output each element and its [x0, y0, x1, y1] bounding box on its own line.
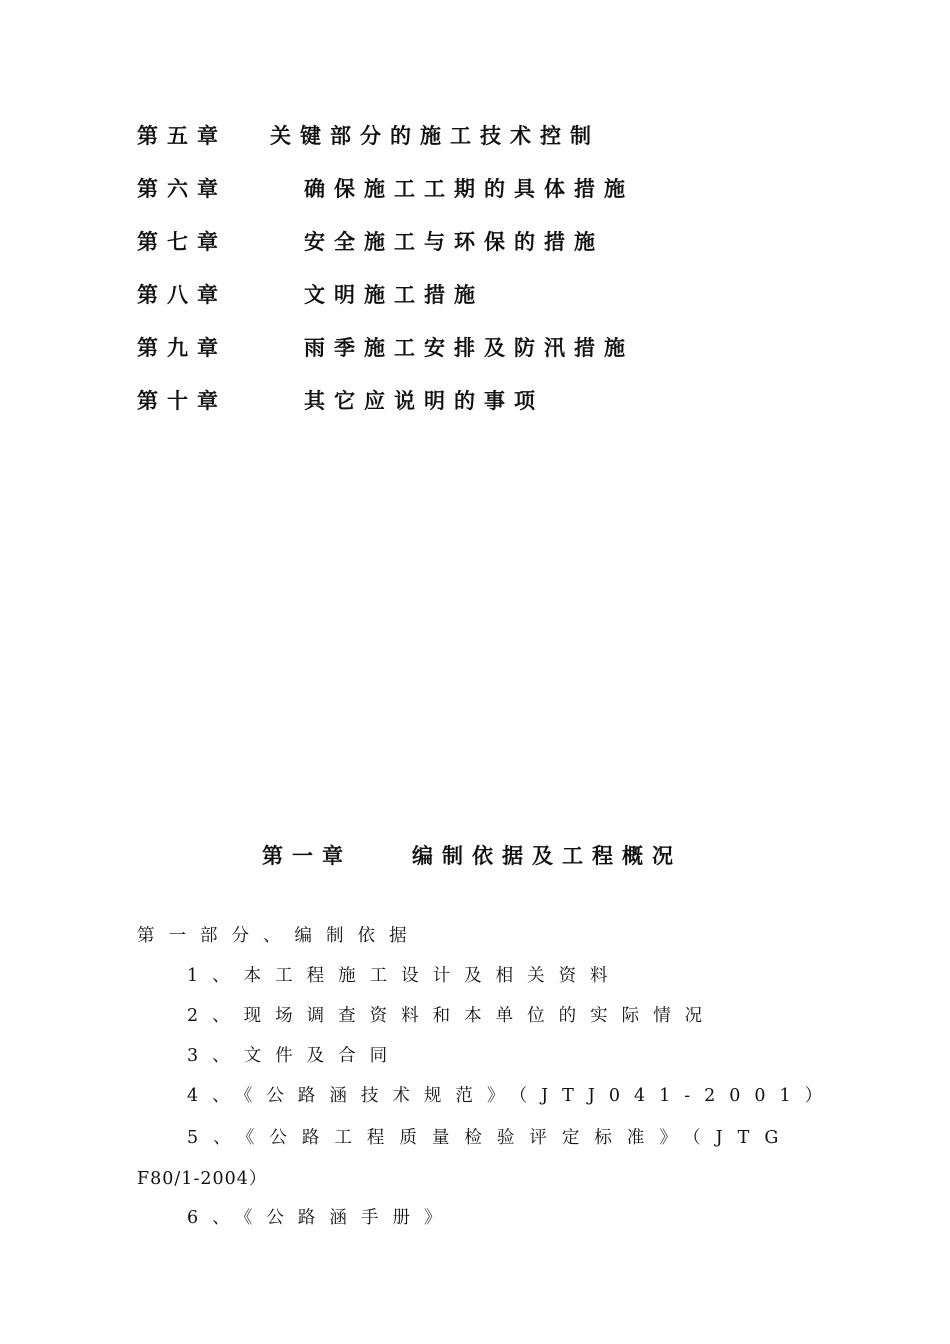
chapter-title: 编制依据及工程概况	[412, 843, 682, 868]
toc-label: 第十章	[137, 388, 227, 413]
chapter-label: 第一章	[262, 843, 352, 868]
list-item-continuation: F80/1-2004）	[137, 1169, 268, 1189]
toc-label: 第八章	[137, 282, 227, 307]
list-item: 2、现场调查资料和本单位的实际情况	[187, 1006, 717, 1026]
chapter-heading	[262, 840, 682, 870]
toc-entry-ch6	[137, 173, 634, 203]
toc-title: 文明施工措施	[304, 282, 484, 307]
list-item: 5、《公路工程质量检验评定标准》（JTG	[187, 1128, 794, 1148]
toc-label: 第九章	[137, 335, 227, 360]
toc-title: 安全施工与环保的措施	[304, 229, 604, 254]
toc-entry-ch7	[137, 226, 604, 256]
toc-entry-ch9	[137, 332, 634, 362]
list-item: 3、文件及合同	[187, 1046, 402, 1066]
list-item: 1、本工程施工设计及相关资料	[187, 966, 622, 986]
toc-title: 其它应说明的事项	[304, 388, 544, 413]
section-heading: 第一部分、编制依据	[137, 926, 421, 946]
toc-entry-ch5	[137, 120, 600, 150]
toc-title: 雨季施工安排及防汛措施	[304, 335, 634, 360]
toc-label: 第七章	[137, 229, 227, 254]
toc-label: 第五章	[137, 123, 227, 148]
toc-label: 第六章	[137, 176, 227, 201]
toc-entry-ch8	[137, 279, 484, 309]
toc-entry-ch10	[137, 385, 544, 415]
list-item: 4、《公路涵技术规范》（JTJ041-2001）	[187, 1086, 837, 1106]
list-item: 6、《公路涵手册》	[187, 1208, 456, 1228]
toc-title: 关键部分的施工技术控制	[270, 123, 600, 148]
toc-title: 确保施工工期的具体措施	[304, 176, 634, 201]
